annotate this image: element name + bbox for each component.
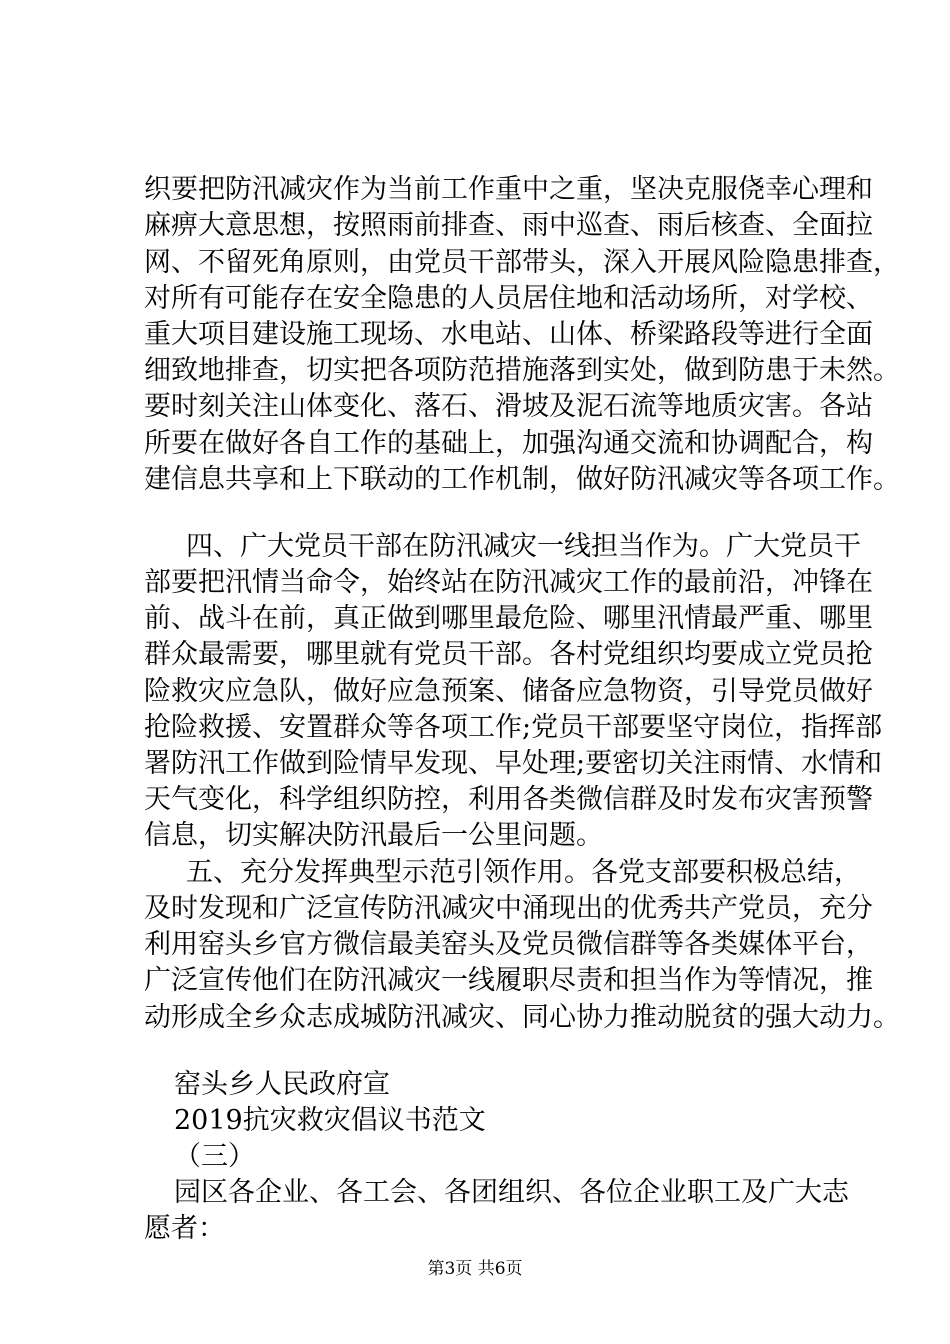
paragraph-line: 网、不留死角原则，由党员干部带头，深入开展风险隐患排查， xyxy=(144,247,900,278)
paragraph-line: 麻痹大意思想，按照雨前排查、雨中巡查、雨后核查、全面拉 xyxy=(144,210,873,241)
paragraph-line: 抢险救援、安置群众等各项工作;党员干部要坚守岗位，指挥部 xyxy=(144,712,883,743)
paragraph-line: 部要把汛情当命令，始终站在防汛减灾工作的最前沿，冲锋在 xyxy=(144,567,873,598)
paragraph-line: 广泛宣传他们在防汛减灾一线履职尽责和担当作为等情况，推 xyxy=(144,965,873,996)
salutation-line: 愿者： xyxy=(144,1213,225,1244)
paragraph-line: 险救灾应急队，做好应急预案、储备应急物资，引导党员做好 xyxy=(144,676,873,707)
paragraph-line: 及时发现和广泛宣传防汛减灾中涌现出的优秀共产党员，充分 xyxy=(144,893,873,924)
page-footer: 第3页 共6页 xyxy=(427,1259,523,1279)
paragraph-line: 前、战斗在前，真正做到哪里最危险、哪里汛情最严重、哪里 xyxy=(144,603,873,634)
article-number: （三） xyxy=(174,1141,255,1172)
paragraph-line: 信息，切实解决防汛最后一公里问题。 xyxy=(144,820,603,851)
paragraph-line: 动形成全乡众志成城防汛减灾、同心协力推动脱贫的强大动力。 xyxy=(144,1002,900,1033)
paragraph-line: 重大项目建设施工现场、水电站、山体、桥梁路段等进行全面 xyxy=(144,319,873,350)
signature: 窑头乡人民政府宣 xyxy=(174,1069,390,1100)
paragraph-line: 建信息共享和上下联动的工作机制，做好防汛减灾等各项工作。 xyxy=(144,464,900,495)
salutation-line: 园区各企业、各工会、各团组织、各位企业职工及广大志 xyxy=(174,1177,849,1208)
paragraph-line: 五、充分发挥典型示范引领作用。各党支部要积极总结， xyxy=(186,857,861,888)
paragraph-line: 四、广大党员干部在防汛减灾一线担当作为。广大党员干 xyxy=(186,531,861,562)
paragraph-line: 利用窑头乡官方微信最美窑头及党员微信群等各类媒体平台， xyxy=(144,929,873,960)
paragraph-line: 群众最需要，哪里就有党员干部。各村党组织均要成立党员抢 xyxy=(144,639,873,670)
paragraph-line: 要时刻关注山体变化、落石、滑坡及泥石流等地质灾害。各站 xyxy=(144,391,873,422)
paragraph-line: 所要在做好各自工作的基础上，加强沟通交流和协调配合，构 xyxy=(144,428,873,459)
paragraph-line: 织要把防汛减灾作为当前工作重中之重，坚决克服侥幸心理和 xyxy=(144,174,873,205)
article-title: 2019抗灾救灾倡议书范文 xyxy=(174,1105,486,1136)
paragraph-line: 对所有可能存在安全隐患的人员居住地和活动场所，对学校、 xyxy=(144,283,873,314)
paragraph-line: 细致地排查，切实把各项防范措施落到实处，做到防患于未然。 xyxy=(144,355,900,386)
paragraph-line: 天气变化，科学组织防控，利用各类微信群及时发布灾害预警 xyxy=(144,784,873,815)
paragraph-line: 署防汛工作做到险情早发现、早处理;要密切关注雨情、水情和 xyxy=(144,748,883,779)
